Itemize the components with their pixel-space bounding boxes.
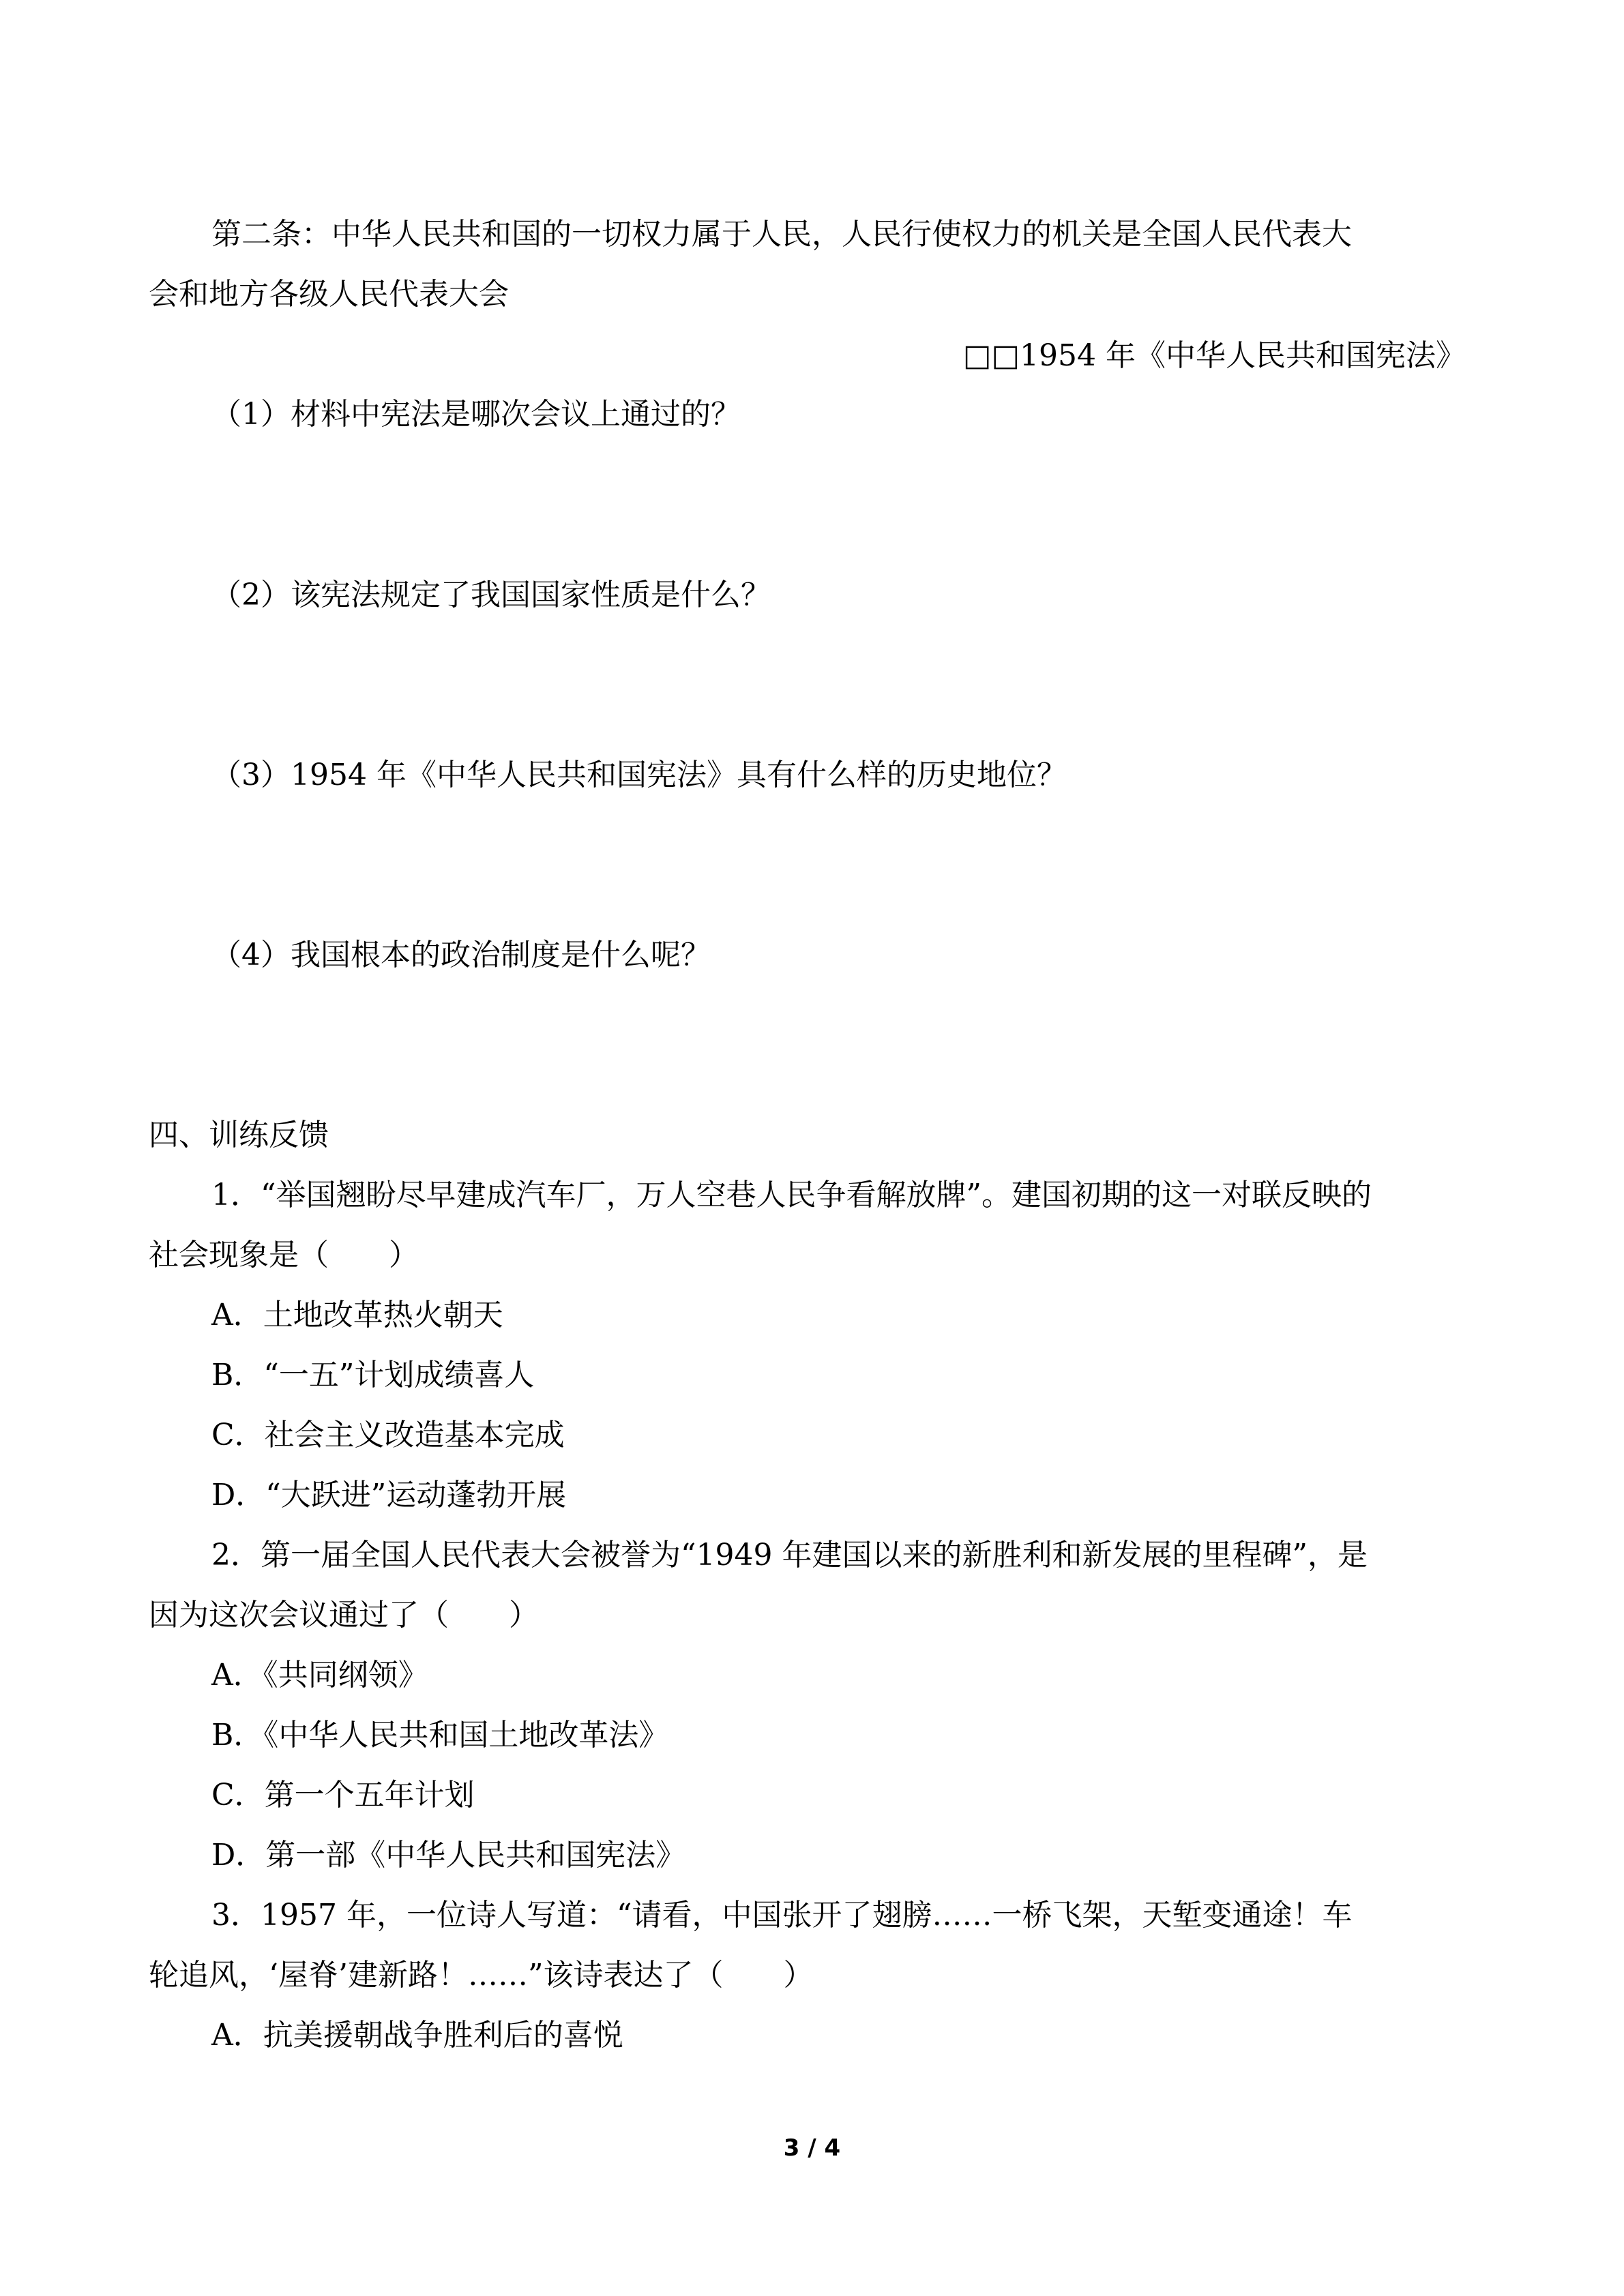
question-2: （2）该宪法规定了我国国家性质是什么？ [211, 578, 771, 612]
exercise-1-option-d: D．“大跃进”运动蓬勃开展 [211, 1478, 567, 1512]
page-number: 3 / 4 [783, 2134, 841, 2162]
exercise-1-stem-line1: 1．“举国翘盼尽早建成汽车厂，万人空巷人民争看解放牌”。建国初期的这一对联反映的 [211, 1178, 1372, 1212]
question-4: （4）我国根本的政治制度是什么呢？ [211, 938, 711, 972]
exercise-3-stem-line2: 轮追风，‘屋脊’建新路！……”该诗表达了（ ） [149, 1958, 814, 1993]
exercise-1-option-c: C．社会主义改造基本完成 [211, 1418, 565, 1452]
material-source: □□1954 年《中华人民共和国宪法》 [962, 338, 1466, 373]
exercise-2-option-b: B．《中华人民共和国土地改革法》 [211, 1718, 669, 1753]
question-1: （1）材料中宪法是哪次会议上通过的？ [211, 397, 741, 432]
exercise-2-option-a: A．《共同纲领》 [211, 1658, 428, 1693]
exercise-3-stem-line1: 3．1957 年，一位诗人写道：“请看，中国张开了翅膀……一桥飞架，天堑变通途！车 [211, 1898, 1353, 1933]
section-title: 四、训练反馈 [149, 1118, 329, 1152]
exercise-1-stem-line2: 社会现象是（ ） [149, 1238, 419, 1272]
exercise-2-stem-line1: 2．第一届全国人民代表大会被誉为“1949 年建国以来的新胜利和新发展的里程碑”，是 [211, 1538, 1368, 1572]
material-article-line1: 第二条：中华人民共和国的一切权力属于人民，人民行使权力的机关是全国人民代表大 [211, 217, 1352, 252]
exercise-1-option-a: A．土地改革热火朝天 [211, 1298, 503, 1332]
exercise-2-option-c: C．第一个五年计划 [211, 1778, 475, 1813]
question-3: （3）1954 年《中华人民共和国宪法》具有什么样的历史地位？ [211, 758, 1067, 792]
exercise-1-option-b: B．“一五”计划成绩喜人 [211, 1358, 535, 1392]
exercise-2-option-d: D．第一部《中华人民共和国宪法》 [211, 1838, 686, 1873]
exercise-3-option-a: A．抗美援朝战争胜利后的喜悦 [211, 2018, 623, 2053]
exercise-2-stem-line2: 因为这次会议通过了（ ） [149, 1598, 539, 1632]
material-article-line2: 会和地方各级人民代表大会 [149, 277, 509, 312]
